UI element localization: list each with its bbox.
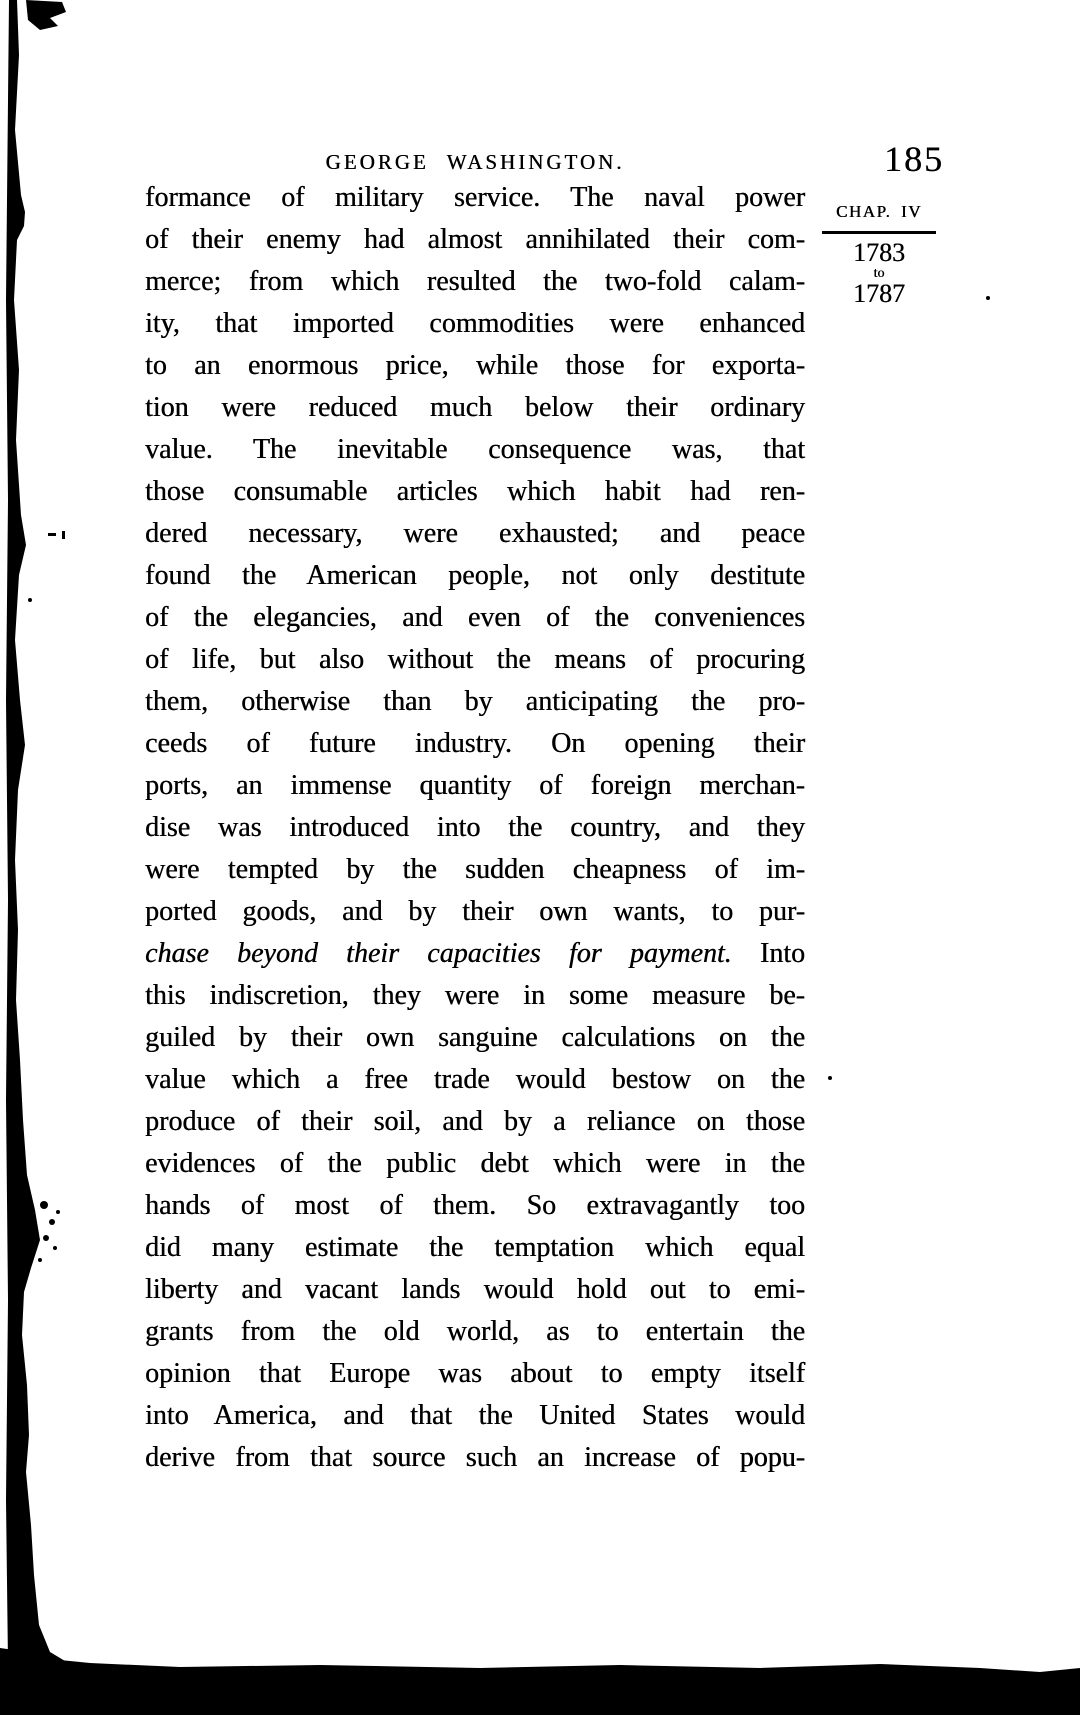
text-line — [145, 1143, 805, 1185]
text-segment: value. The inevitable consequence was, that — [145, 434, 805, 465]
text-segment: to an enormous price, while those for exporta- — [145, 350, 805, 381]
chapter-label: CHAP. IV — [836, 202, 922, 221]
text-segment: did many estimate the temptation which equal — [145, 1232, 805, 1263]
text-segment: were tempted by the sudden cheapness of im- — [145, 854, 805, 885]
text-segment-italic: chase beyond their capacities for payment. — [145, 938, 732, 969]
text-segment: of life, but also without the means of procuring — [145, 644, 805, 675]
text-segment: produce of their soil, and by a reliance on those — [145, 1106, 805, 1137]
text-segment: dise was introduced into the country, and they — [145, 812, 805, 843]
text-line — [145, 219, 805, 261]
text-line — [145, 891, 805, 933]
date-range-start: 1783 — [853, 238, 905, 267]
text-line — [145, 345, 805, 387]
text-line — [145, 1185, 805, 1227]
margin-notes — [818, 202, 940, 307]
text-segment: them, otherwise than by anticipating the pro- — [145, 686, 805, 717]
date-range-to-label: to — [873, 266, 885, 281]
text-segment: liberty and vacant lands would hold out to emi- — [145, 1274, 805, 1305]
text-line — [145, 177, 805, 219]
text-segment: merce; from which resulted the two-fold calam- — [145, 266, 805, 297]
text-segment: value which a free trade would bestow on the — [145, 1064, 805, 1095]
text-segment: this indiscretion, they were in some measure be- — [145, 980, 805, 1011]
body-text — [145, 177, 805, 1479]
text-segment: Into — [731, 938, 805, 969]
text-line — [145, 1395, 805, 1437]
text-segment: hands of most of them. So extravagantly too — [145, 1190, 805, 1221]
text-line — [145, 1227, 805, 1269]
text-line — [145, 765, 805, 807]
text-segment: dered necessary, were exhausted; and peace — [145, 518, 805, 549]
text-line — [145, 807, 805, 849]
date-range-end: 1787 — [853, 279, 905, 308]
text-line — [145, 1017, 805, 1059]
text-segment: ported goods, and by their own wants, to pur- — [145, 896, 805, 927]
text-line — [145, 933, 805, 975]
text-segment: derive from that source such an increase of popu- — [145, 1442, 805, 1473]
text-segment: of the elegancies, and even of the conveniences — [145, 602, 805, 633]
text-line — [145, 513, 805, 555]
running-head: GEORGE WASHINGTON. — [325, 150, 625, 174]
text-segment: ports, an immense quantity of foreign merchan- — [145, 770, 805, 801]
text-segment: opinion that Europe was about to empty itself — [145, 1358, 805, 1389]
text-line — [145, 471, 805, 513]
text-line — [145, 639, 805, 681]
text-line — [145, 1101, 805, 1143]
text-line — [145, 681, 805, 723]
text-line — [145, 387, 805, 429]
text-line — [145, 555, 805, 597]
text-segment: formance of military service. The naval power — [145, 182, 805, 213]
text-line — [145, 975, 805, 1017]
text-segment: evidences of the public debt which were in the — [145, 1148, 805, 1179]
text-segment: those consumable articles which habit had ren- — [145, 476, 805, 507]
text-segment: ity, that imported commodities were enhanced — [145, 308, 805, 339]
text-segment: tion were reduced much below their ordinary — [145, 392, 805, 423]
text-line — [145, 1059, 805, 1101]
text-segment: guiled by their own sanguine calculations on the — [145, 1022, 805, 1053]
text-line — [145, 1353, 805, 1395]
text-segment: grants from the old world, as to entertain the — [145, 1316, 805, 1347]
text-segment: ceeds of future industry. On opening their — [145, 728, 805, 759]
text-line — [145, 849, 805, 891]
text-line — [145, 723, 805, 765]
text-line — [145, 303, 805, 345]
text-line — [145, 1269, 805, 1311]
page-number: 185 — [884, 139, 944, 179]
text-segment: of their enemy had almost annihilated their com- — [145, 224, 805, 255]
text-segment: found the American people, not only destitute — [145, 560, 805, 591]
text-line — [145, 1311, 805, 1353]
margin-rule — [822, 231, 936, 234]
text-line — [145, 429, 805, 471]
text-line — [145, 1437, 805, 1479]
text-segment: into America, and that the United States would — [145, 1400, 805, 1431]
text-line — [145, 261, 805, 303]
text-line — [145, 597, 805, 639]
